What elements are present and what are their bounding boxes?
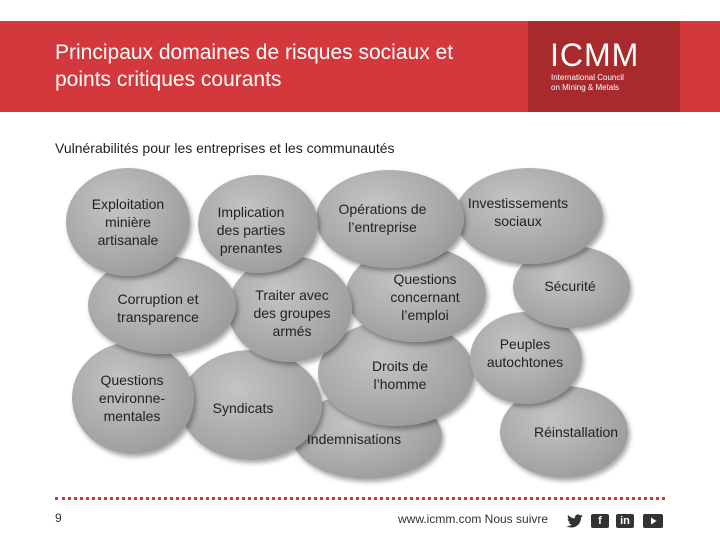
label-questions-emploi: Questions concernant l’emploi (390, 271, 460, 323)
youtube-icon[interactable] (643, 514, 663, 528)
facebook-icon[interactable]: f (591, 514, 609, 528)
linkedin-icon[interactable]: in (616, 514, 634, 528)
page-title: Principaux domaines de risques sociaux et points critiques courants (55, 41, 454, 91)
footer-divider (55, 497, 665, 500)
twitter-icon[interactable] (566, 514, 584, 528)
label-implication-parties-prenantes: Implication des parties prenantes (216, 204, 286, 256)
label-corruption-transparence: Corruption et transparence (117, 291, 199, 325)
footer-text: www.icmm.com Nous suivre (398, 512, 549, 526)
icmm-logo (528, 21, 680, 112)
label-traiter-groupes-armes: Traiter avec des groupes armés (253, 287, 331, 339)
label-questions-environnementales: Questions environne- mentales (98, 372, 166, 424)
logo-main-text: ICMM (550, 37, 640, 73)
label-investissements-sociaux: Investissements sociaux (467, 195, 569, 229)
label-securite: Sécurité (544, 278, 596, 294)
label-peuples-autochtones: Peuples autochtones (486, 336, 564, 370)
label-reinstallation: Réinstallation (533, 424, 619, 440)
label-droits-homme: Droits de l’homme (371, 358, 429, 392)
label-indemnisations: Indemnisations (306, 431, 402, 447)
label-exploitation-miniere: Exploitation minière artisanale (91, 196, 165, 248)
logo-sub-text: International Council on Mining & Metals (551, 73, 624, 92)
label-operations-entreprise: Opérations de l’entreprise (338, 201, 427, 235)
page-number: 9 (55, 511, 62, 525)
label-syndicats: Syndicats (212, 400, 274, 416)
section-subtitle: Vulnérabilités pour les entreprises et les communautés (55, 140, 395, 156)
